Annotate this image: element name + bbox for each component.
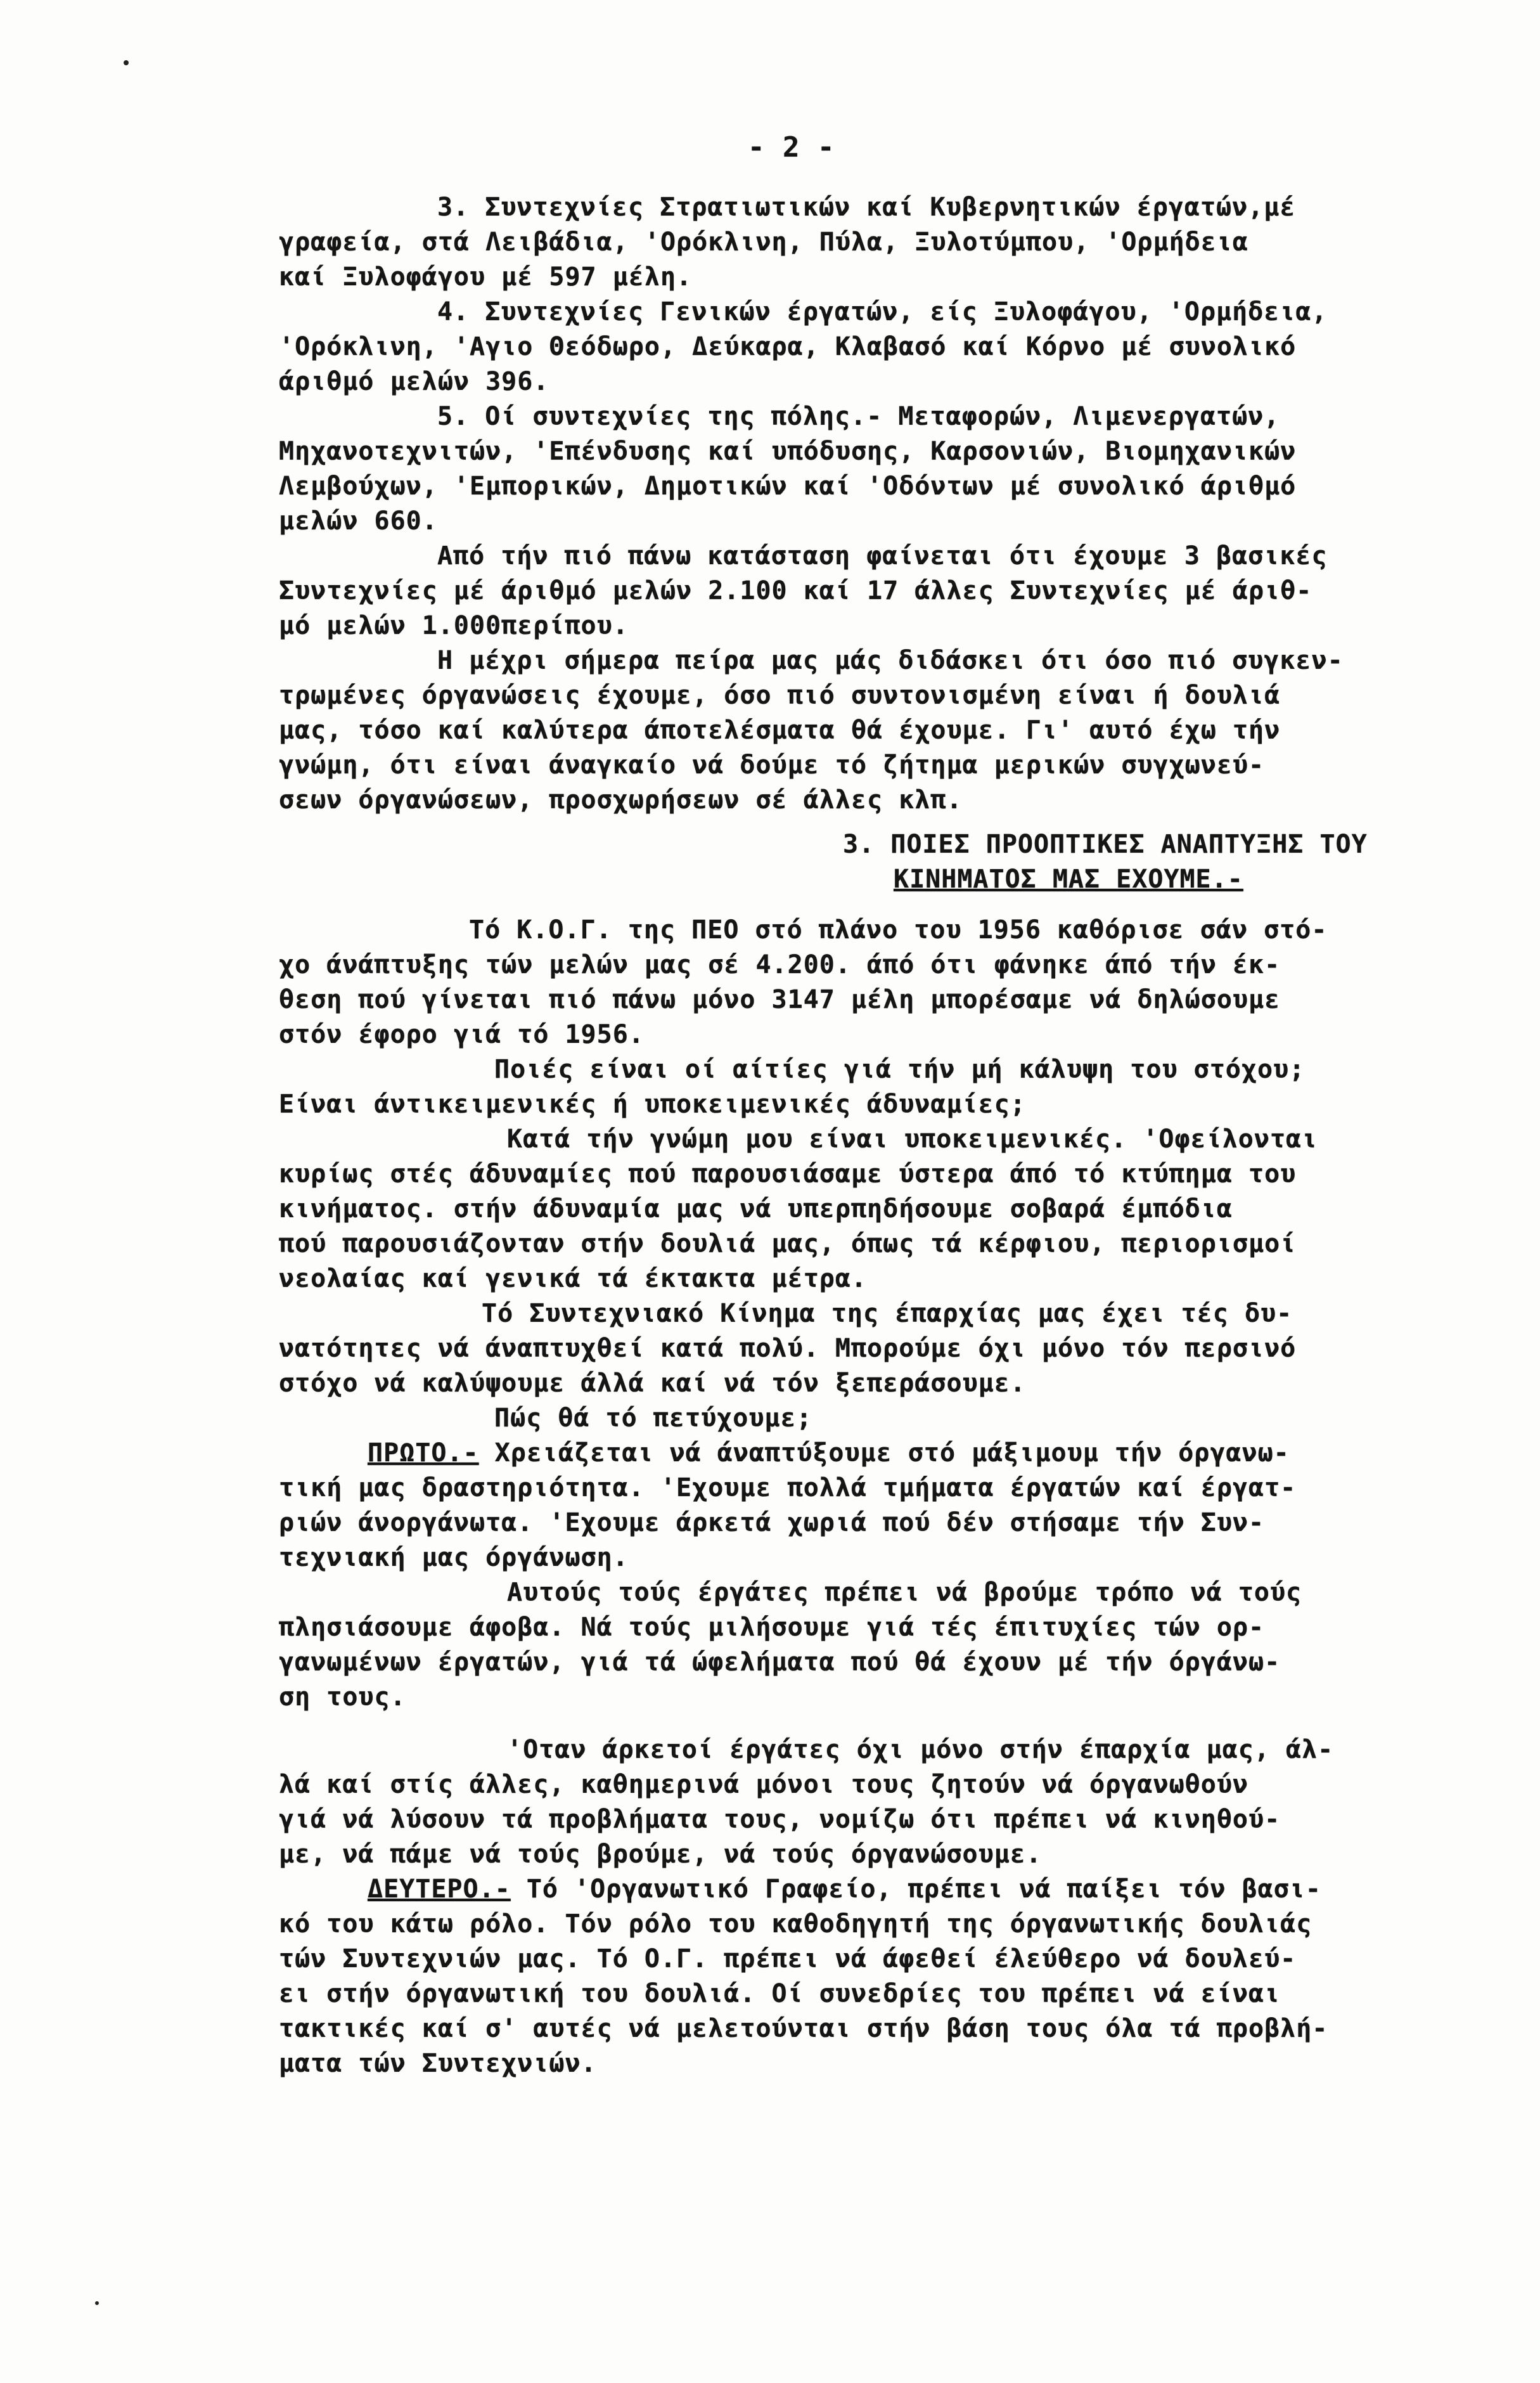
- paragraph-experience-cont: [279, 678, 1534, 818]
- text-line: 3. Συντεχνίες Στρατιωτικών καί Κυβερνητικών έργατών,μέ: [437, 193, 1296, 222]
- text-line: θεση πού γίνεται πιό πάνω μόνο 3147 μέλη μπορέσαμε νά δηλώσουμε: [279, 985, 1281, 1014]
- text-line: τεχνιακή μας όργάνωση.: [279, 1543, 629, 1572]
- text-line: κυρίως στές άδυναμίες πού παρουσιάσαμε ύστερα άπό τό κτύπημα του: [279, 1159, 1297, 1189]
- text-line: στόχο νά καλύψουμε άλλά καί νά τόν ξεπεράσουμε.: [279, 1369, 1026, 1398]
- text-line: χο άνάπτυξης τών μελών μας σέ 4.200. άπό ότι φάνηκε άπό τήν έκ-: [279, 950, 1281, 979]
- paragraph-target: [279, 913, 1534, 948]
- text-line: μελών 660.: [279, 507, 438, 536]
- paragraph-potential-cont: [279, 1331, 1534, 1401]
- text-line: Είναι άντικειμενικές ή υποκειμενικές άδυναμίες;: [279, 1090, 1026, 1119]
- section-union-list: [279, 190, 1534, 818]
- scan-speck: [95, 2301, 99, 2305]
- text-line: τών Συντεχνιών μας. Τό Ο.Γ. πρέπει νά άφεθεί έλεύθερο νά δουλεύ-: [279, 1944, 1297, 1973]
- text-line: στόν έφορο γιά τό 1956.: [279, 1020, 645, 1049]
- text-line: ση τους.: [279, 1682, 406, 1712]
- text-line: 'Ορόκλινη, 'Αγιο Θεόδωρο, Δεύκαρα, Κλαβασό καί Κόρνο μέ συνολικό: [279, 332, 1297, 361]
- text-line: σεων όργανώσεων, προσχωρήσεων σέ άλλες κλπ.: [279, 785, 963, 815]
- scan-speck: [124, 60, 129, 65]
- paragraph-military-unions-cont: [279, 225, 1534, 295]
- text-line: άριθμό μελών 396.: [279, 367, 549, 396]
- text-line: πού παρουσιάζονταν στήν δουλιά μας, όπως τά κέρφιου, περιορισμοί: [279, 1229, 1297, 1258]
- text-line: 'Οταν άρκετοί έργάτες όχι μόνο στήν έπαρχία μας, άλ-: [507, 1735, 1334, 1764]
- text-line: πλησιάσουμε άφοβα. Νά τούς μιλήσουμε γιά τές έπιτυχίες τών ορ-: [279, 1613, 1265, 1642]
- heading-line-2: ΚΙΝΗΜΑΤΟΣ ΜΑΣ ΕΧΟΥΜΕ.-: [894, 865, 1243, 894]
- text-line: Η μέχρι σήμερα πείρα μας μάς διδάσκει ότι όσο πιό συγκεν-: [437, 646, 1344, 675]
- paragraph-gap: [279, 1715, 1534, 1733]
- text-line: μό μελών 1.000περίπου.: [279, 611, 629, 640]
- heading-line-1: 3. ΠΟΙΕΣ ΠΡΟΟΠΤΙΚΕΣ ΑΝΑΠΤΥΞΗΣ ΤΟΥ: [843, 830, 1368, 859]
- text-line: Ποιές είναι οί αίτίες γιά τήν μή κάλυψη του στόχου;: [494, 1055, 1306, 1084]
- text-line: Τό Συντεχνιακό Κίνημα της έπαρχίας μας έχει τές δυ-: [482, 1299, 1293, 1328]
- paragraph-summary-counts-cont: [279, 574, 1534, 643]
- section-heading: [843, 827, 1502, 897]
- text-line: 4. Συντεχνίες Γενικών έργατών, είς Ξυλοφάγου, 'Ορμήδεια,: [437, 297, 1328, 326]
- first-line: [368, 1436, 1534, 1471]
- paragraph-general-workers-cont: [279, 330, 1534, 399]
- text-line: με, νά πάμε νά τούς βρούμε, νά τούς όργανώσουμε.: [279, 1840, 1042, 1869]
- text-line: 5. Οί συντεχνίες της πόλης.- Μεταφορών, Λιμενεργατών,: [437, 402, 1280, 431]
- paragraph-city-unions: [279, 399, 1534, 434]
- paragraph-city-unions-cont: [279, 434, 1534, 539]
- paragraph-first-cont: [279, 1471, 1534, 1575]
- text-line: τακτικές καί σ' αυτές νά μελετούνται στήν βάση τους όλα τά προβλή-: [279, 2014, 1328, 2043]
- text-line: νεολαίας καί γενικά τά έκτακτα μέτρα.: [279, 1264, 868, 1293]
- section-prospects: [279, 913, 1534, 2081]
- paragraph-causes-answer-cont: [279, 1157, 1534, 1296]
- paragraph-first: [279, 1436, 1534, 1471]
- paragraph-how-question: [279, 1401, 1534, 1436]
- second-line: [368, 1872, 1534, 1907]
- text-line: γανωμένων έργατών, γιά τά ώφελήματα πού θά έχουν μέ τήν όργάνω-: [279, 1648, 1281, 1677]
- text-line: κινήματος. στήν άδυναμία μας νά υπερπηδήσουμε σοβαρά έμπόδια: [279, 1194, 1233, 1224]
- text-line: γραφεία, στά Λειβάδια, 'Ορόκλινη, Πύλα, Ξυλοτύμπου, 'Ορμήδεια: [279, 228, 1249, 257]
- paragraph-target-cont: [279, 948, 1534, 1052]
- text-line: Τό Κ.Ο.Γ. της ΠΕΟ στό πλάνο του 1956 καθόρισε σάν στό-: [469, 915, 1328, 945]
- paragraph-second: [279, 1872, 1534, 1907]
- text-line: λά καί στίς άλλες, καθημερινά μόνοι τους ζητούν νά όργανωθούν: [279, 1770, 1249, 1799]
- text-line: καί Ξυλοφάγου μέ 597 μέλη.: [279, 262, 693, 292]
- text-line: κό του κάτω ρόλο. Τόν ρόλο του καθοδηγητή της όργανωτικής δουλιάς: [279, 1909, 1312, 1939]
- paragraph-summary-counts: [279, 539, 1534, 574]
- paragraph-approach-workers-cont: [279, 1610, 1534, 1715]
- text-line: τρωμένες όργανώσεις έχουμε, όσο πιό συντονισμένη είναι ή δουλιά: [279, 681, 1281, 710]
- text-line: τική μας δραστηριότητα. 'Εχουμε πολλά τμήματα έργατών καί έργατ-: [279, 1473, 1297, 1502]
- paragraph-approach-workers: [279, 1575, 1534, 1610]
- paragraph-potential: [279, 1296, 1534, 1331]
- paragraph-when-workers: [279, 1733, 1534, 1767]
- page-number: - 2 -: [748, 131, 835, 164]
- paragraph-causes-question: [279, 1052, 1534, 1087]
- paragraph-general-workers: [279, 295, 1534, 330]
- text-line: Τό 'Οργανωτικό Γραφείο, πρέπει νά παίξει τόν βασι-: [510, 1875, 1321, 1904]
- paragraph-experience: [279, 643, 1534, 678]
- first-label: ΠΡΩΤΟ.-: [368, 1438, 479, 1468]
- text-line: Λεμβούχων, 'Εμπορικών, Δημοτικών καί 'Οδόντων μέ συνολικό άριθμό: [279, 472, 1297, 501]
- text-line: μας, τόσο καί καλύτερα άποτελέσματα θά έχουμε. Γι' αυτό έχω τήν: [279, 716, 1281, 745]
- text-line: Αυτούς τούς έργάτες πρέπει νά βρούμε τρόπο νά τούς: [507, 1578, 1302, 1607]
- text-line: Πώς θά τό πετύχουμε;: [494, 1404, 812, 1433]
- paragraph-military-unions: [279, 190, 1534, 225]
- text-line: νατότητες νά άναπτυχθεί κατά πολύ. Μπορούμε όχι μόνο τόν περσινό: [279, 1334, 1297, 1363]
- text-line: Χρειάζεται νά άναπτύξουμε στό μάξιμουμ τήν όργανω-: [478, 1438, 1290, 1468]
- paragraph-when-workers-cont: [279, 1767, 1534, 1872]
- text-line: γιά νά λύσουν τά προβλήματα τους, νομίζω ότι πρέπει νά κινηθού-: [279, 1805, 1281, 1834]
- text-line: Μηχανοτεχνιτών, 'Επένδυσης καί υπόδυσης, Καρσονιών, Βιομηχανικών: [279, 437, 1297, 466]
- text-line: Κατά τήν γνώμη μου είναι υποκειμενικές. 'Οφείλονται: [507, 1125, 1318, 1154]
- text-line: γνώμη, ότι είναι άναγκαίο νά δούμε τό ζήτημα μερικών συγχωνεύ-: [279, 751, 1265, 780]
- text-line: ει στήν όργανωτική του δουλιά. Οί συνεδρίες του πρέπει νά είναι: [279, 1979, 1281, 2008]
- second-label: ΔΕΥΤΕΡΟ.-: [368, 1875, 511, 1904]
- text-line: ματα τών Συντεχνιών.: [279, 2049, 597, 2078]
- paragraph-causes-question-cont: [279, 1087, 1534, 1122]
- paragraph-causes-answer: [279, 1122, 1534, 1157]
- text-line: Συντεχνίες μέ άριθμό μελών 2.100 καί 17 άλλες Συντεχνίες μέ άριθ-: [279, 576, 1312, 605]
- paragraph-second-cont: [279, 1907, 1534, 2081]
- text-line: Από τήν πιό πάνω κατάσταση φαίνεται ότι έχουμε 3 βασικές: [437, 541, 1328, 571]
- text-line: ριών άνοργάνωτα. 'Εχουμε άρκετά χωριά πού δέν στήσαμε τήν Συν-: [279, 1508, 1265, 1537]
